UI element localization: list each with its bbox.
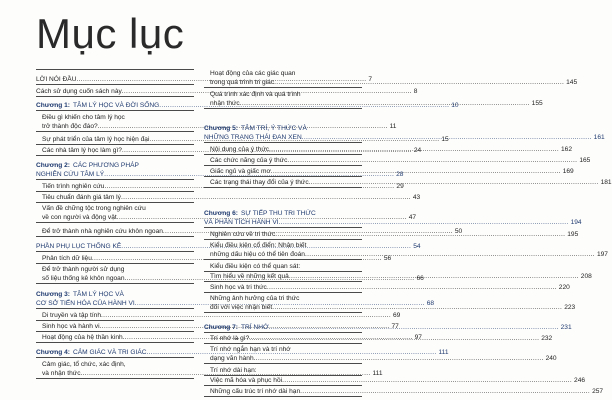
toc-entry-title: Trí nhớ là gì? xyxy=(210,335,250,342)
page-number: 68 xyxy=(426,300,435,307)
page-number: 246 xyxy=(574,377,586,384)
dot-leader xyxy=(274,78,564,87)
toc-entry-line xyxy=(204,90,362,99)
toc-entry-line xyxy=(36,360,194,369)
toc-entry[interactable] xyxy=(36,311,401,321)
toc-entry-title: Hoạt động của hệ thần kinh xyxy=(42,334,123,341)
toc-entry-title: trở thành độc đáo? xyxy=(42,123,98,130)
toc-entry-title: Tiêu chuẩn đánh giá tâm lý xyxy=(42,194,121,201)
page-number: 162 xyxy=(560,146,572,153)
toc-entry-title: Cảm giác, tổ chức, xác định, xyxy=(42,361,126,368)
toc-entry-title: PHẦN PHỤ LỤC THỐNG KÊ xyxy=(36,243,122,250)
toc-entry-title: Các trạng thái thay đổi của ý thức xyxy=(210,179,309,186)
toc-entry-line xyxy=(36,311,401,320)
page-number: 8 xyxy=(413,88,418,95)
chapter-label: Chương 4: xyxy=(36,349,71,356)
page-number: 169 xyxy=(562,168,574,175)
toc-entry[interactable] xyxy=(36,193,421,203)
toc-entry-line xyxy=(204,294,362,303)
toc-entry-title: Sinh học và tri thức xyxy=(210,284,267,291)
toc-entry-line xyxy=(36,161,194,170)
page-number: 24 xyxy=(413,147,422,154)
toc-entry-line xyxy=(204,156,591,165)
page-number: 194 xyxy=(570,219,582,226)
toc-entry-line xyxy=(36,290,194,299)
toc-entry-title: Kiểu điều kiện có thể quan sát: xyxy=(210,263,301,270)
page-number: 231 xyxy=(560,324,572,331)
toc-entry-title: trong quá trình tri giác xyxy=(210,79,275,86)
dot-leader xyxy=(279,218,569,227)
dot-leader xyxy=(302,133,592,142)
toc-entry[interactable] xyxy=(204,376,586,386)
page-number: 56 xyxy=(383,255,392,262)
toc-entry[interactable] xyxy=(204,69,578,88)
dot-leader xyxy=(309,178,599,187)
page-number: 77 xyxy=(391,323,399,330)
toc-entry-title: và nhận thức xyxy=(42,370,81,377)
page-number: 220 xyxy=(558,284,570,291)
page-number: 43 xyxy=(412,194,421,201)
toc-entry-title: Sự phát triển của tâm lý học hiện đại xyxy=(42,136,150,143)
page-number: 208 xyxy=(580,273,592,280)
toc-entry-title: CƠ SỞ TIẾN HÓA CỦA HÀNH VI xyxy=(36,300,135,307)
toc-entry-title: Nghiên cứu về tri thức xyxy=(210,231,276,238)
toc-entry-line xyxy=(204,78,578,87)
dot-leader xyxy=(267,283,557,292)
dot-leader xyxy=(287,156,577,165)
page-number: 165 xyxy=(579,157,591,164)
page-number: 155 xyxy=(531,100,543,107)
dot-leader xyxy=(121,193,411,202)
toc-entry-title: Kiểu điều kiện cổ điển: Nhận biết xyxy=(210,242,307,249)
chapter-label: Chương 2: xyxy=(36,162,71,169)
toc-entry-title: Các nhà tâm lý học làm gì? xyxy=(42,147,122,154)
chapter-label: Chương 7: xyxy=(204,324,239,331)
page-number: 97 xyxy=(414,334,422,341)
toc-entry-line xyxy=(204,209,362,218)
toc-entry-title: Những ảnh hưởng của tri thức xyxy=(210,295,300,302)
toc-entry-title: Các chức năng của ý thức xyxy=(210,157,288,164)
toc-entry-title: về con người và động vật xyxy=(42,214,117,221)
page-number: 145 xyxy=(566,79,578,86)
page-number: 10 xyxy=(451,102,459,109)
dot-leader xyxy=(269,145,559,154)
toc-entry-title: Trí nhớ ngắn hạn và trí nhớ xyxy=(210,346,291,353)
toc-entry-line xyxy=(204,387,604,396)
toc-entry-title: Sinh học và hành vi xyxy=(42,323,100,330)
toc-entry-title: Quá trình xác định và quá trình xyxy=(210,91,301,98)
toc-entry[interactable] xyxy=(204,366,362,376)
page-number: 28 xyxy=(396,171,404,178)
toc-entry-line xyxy=(204,345,362,354)
page-number: 47 xyxy=(408,214,417,221)
dot-leader xyxy=(305,250,595,259)
page-number: 54 xyxy=(413,243,421,250)
chapter-label: Chương 1: xyxy=(36,102,71,109)
page-number: 161 xyxy=(593,134,605,141)
page-number: 69 xyxy=(392,312,401,319)
page-number: 29 xyxy=(396,183,404,190)
toc-entry-title: TÂM TRÍ, Ý THỨC VÀ xyxy=(241,125,307,132)
toc-entry-line xyxy=(204,366,362,375)
page-number: 7 xyxy=(368,76,373,83)
toc-entry-line xyxy=(204,283,570,292)
page-number: 195 xyxy=(567,231,579,238)
toc-entry-line xyxy=(204,241,362,250)
toc-entry-title: Để trở thành người sử dụng xyxy=(42,266,125,273)
chapter-label: Chương 3: xyxy=(36,291,71,298)
page-number: 111 xyxy=(372,370,383,377)
toc-entry-title: những dấu hiệu có thể tiên đoán xyxy=(210,251,305,258)
page-number: 240 xyxy=(545,355,557,362)
toc-entry-line xyxy=(204,124,362,133)
toc-entry-title: SỰ TIẾP THU TRI THỨC xyxy=(241,210,316,217)
page-number: 223 xyxy=(564,304,576,311)
toc-entry-title: Giấc ngủ và giấc mơ xyxy=(210,168,271,175)
dot-leader xyxy=(240,99,530,108)
toc-entry-title: LỜI NÓI ĐẦU xyxy=(36,76,77,83)
dot-leader xyxy=(272,303,562,312)
dot-leader xyxy=(289,272,579,281)
toc-entry[interactable] xyxy=(204,262,362,272)
toc-entry-title: Tìm hiểu về những kết quả xyxy=(210,273,289,280)
toc-entry-title: nhận thức xyxy=(210,100,240,107)
toc-entry-title: dạng văn hành xyxy=(210,355,254,362)
toc-entry-title: CẢM GIÁC VÀ TRI GIÁC xyxy=(73,349,147,356)
toc-entry-title: NHỮNG TRẠNG THÁI ĐAN XEN xyxy=(204,134,302,141)
toc-entry-title: Tiến trình nghiên cứu xyxy=(42,183,105,190)
toc-entry-title: Phân tích dữ liệu xyxy=(42,255,92,262)
page-title: Mục lục xyxy=(36,10,185,57)
toc-entry-line xyxy=(36,193,421,202)
toc-rule xyxy=(36,69,194,70)
page-number: 111 xyxy=(438,349,449,356)
toc-entry-title: số liệu thống kê khôn ngoan xyxy=(42,275,125,282)
toc-entry[interactable] xyxy=(204,156,591,166)
dot-leader xyxy=(271,167,561,176)
toc-entry-line xyxy=(204,262,362,271)
dot-leader xyxy=(249,334,539,343)
toc-entry-title: Những cấu trúc trí nhớ dài hạn xyxy=(210,388,301,395)
chapter-label: Chương 6: xyxy=(204,210,239,217)
toc-entry-line xyxy=(204,376,586,385)
toc-entry[interactable] xyxy=(204,283,570,293)
toc-entry-title: Trí nhớ dài hạn: xyxy=(210,367,257,374)
toc-entry-title: Việc mã hóa và phục hồi xyxy=(210,377,283,384)
toc-entry-line xyxy=(204,218,582,227)
page-number: 181 xyxy=(600,179,612,186)
toc-entry-title: TÂM LÝ HỌC VÀ ĐỜI SỐNG xyxy=(73,102,160,109)
dot-leader xyxy=(269,323,559,332)
toc-entry-title: TRÍ NHỚ xyxy=(241,324,269,331)
page-number: 11 xyxy=(389,123,397,130)
toc-entry-title: Cách sử dụng cuốn sách này xyxy=(36,88,122,95)
toc-entry-line xyxy=(204,354,557,363)
page-number: 257 xyxy=(592,388,604,395)
toc-entry-line xyxy=(204,69,362,78)
page-number: 50 xyxy=(454,228,463,235)
toc-entry-title: Nội dung của ý thức xyxy=(210,146,270,153)
dot-leader xyxy=(282,376,572,385)
toc-entry-title: Điều gì khiến cho tâm lý học xyxy=(42,114,125,121)
toc-entry-title: Để trở thành nhà nghiên cứu khôn ngoan xyxy=(42,228,163,235)
chapter-label: Chương 5: xyxy=(204,125,239,132)
dot-leader xyxy=(300,387,590,396)
page-number: 197 xyxy=(596,251,608,258)
toc-entry-title: TÂM LÝ HỌC VÀ xyxy=(73,291,124,298)
toc-entry-title: Di truyền và tập tính xyxy=(42,312,102,319)
dot-leader xyxy=(275,230,565,239)
toc-entry-line xyxy=(36,113,194,122)
dot-leader xyxy=(254,354,544,363)
toc-entry-title: Hoạt động của các giác quan xyxy=(210,70,296,77)
page-number: 15 xyxy=(441,136,449,143)
page-number: 66 xyxy=(416,275,424,282)
toc-entry-title: Vấn đề chững tộc trong nghiên cứu xyxy=(42,205,146,212)
toc-entry-title: đối với việc nhận biết xyxy=(210,304,273,311)
toc-entry-title: NGHIÊN CỨU TÂM LÝ xyxy=(36,171,105,178)
toc-entry[interactable] xyxy=(204,387,604,397)
page-number: 232 xyxy=(541,335,553,342)
toc-entry-title: VÀ PHÂN TÍCH HÀNH VI xyxy=(204,219,279,226)
toc-entry-line xyxy=(36,265,194,274)
toc-entry-title: CÁC PHƯƠNG PHÁP xyxy=(73,162,139,169)
toc-entry-line xyxy=(36,204,194,213)
